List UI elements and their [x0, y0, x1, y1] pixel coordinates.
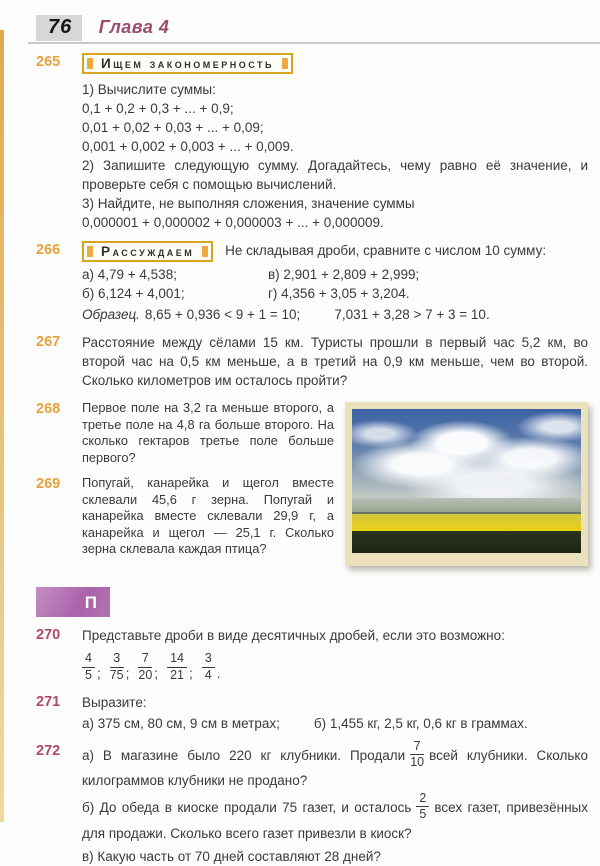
badge-accent-icon: [202, 246, 208, 257]
sample-line: [82, 305, 588, 324]
problem-271: [36, 693, 588, 733]
sample-expression: 8,65 + 0,936 < 9 + 1 = 10;: [144, 307, 301, 322]
problem-270-number: 270: [36, 627, 61, 643]
problem-272: [36, 739, 588, 866]
method-badge-265: [82, 53, 293, 74]
fraction: $\frac{7}{10}$: [410, 739, 425, 770]
task-paragraph: 2) Запишите следующую сумму. Догадайтесь, чему равно её значение, и проверьте себя с помощью вычислений.: [82, 158, 588, 192]
sub-item-b: б) До обеда в киоске продали 75 газет, и осталось $\frac{2}{5}$ всех газет, привезённых для продажи. Сколько всего газет привезли в киоск?: [82, 791, 588, 841]
photo-dark-foreground: [352, 531, 581, 553]
fraction: $\frac{4}{5}$: [82, 652, 95, 681]
fraction-separator: .: [216, 665, 221, 681]
page-content: [0, 53, 600, 572]
sub-items-grid: [82, 265, 588, 303]
problems-268-269-section: [36, 400, 588, 572]
problem-272-number: 272: [36, 743, 61, 759]
problem-271-number: 271: [36, 694, 61, 710]
badge-accent-icon: [87, 58, 93, 69]
sum-line: 0,001 + 0,002 + 0,003 + ... + 0,009.: [82, 139, 294, 154]
photo-clouds: [352, 409, 581, 498]
task-line: 3) Найдите, не выполняя сложения, значение суммы: [82, 196, 415, 211]
sub-item-v: в) 2,901 + 2,809 + 2,999;: [268, 267, 420, 282]
problem-265-number: 265: [36, 54, 61, 70]
problem-267-number: 267: [36, 334, 61, 350]
section-badge-p: [36, 587, 110, 617]
sub-item-a: а) 4,79 + 4,538;: [82, 267, 177, 282]
problem-265: [36, 53, 588, 232]
problem-266-number: 266: [36, 242, 61, 258]
fraction: $\frac{14}{21}$: [167, 652, 187, 681]
sub-item-a: а) 375 см, 80 см, 9 см в метрах;: [82, 716, 280, 731]
field-landscape-photo: [352, 409, 581, 553]
badge-row: [82, 53, 588, 74]
badge-accent-icon: [87, 246, 93, 257]
page-number: 76: [48, 16, 73, 38]
page-header: [0, 0, 600, 44]
header-rule: [28, 42, 600, 44]
chapter-title: Глава 4: [98, 17, 170, 37]
sample-expression: 7,031 + 3,28 > 7 + 3 = 10.: [334, 307, 490, 322]
fraction-separator: ;: [188, 665, 193, 681]
fraction: $\frac{7}{20}$: [138, 651, 153, 682]
photo-yellow-field-band: [352, 514, 581, 531]
fraction-separator: ;: [154, 665, 159, 681]
problem-269-number: 269: [36, 476, 61, 492]
sub-item-b: б) 1,455 кг, 2,5 кг, 0,6 кг в граммах.: [313, 716, 528, 731]
badge-label: Рассуждаем: [101, 244, 195, 259]
fraction-separator: ;: [96, 665, 101, 681]
task-intro: Выразите:: [82, 695, 147, 710]
section-badge-label: П: [84, 592, 97, 612]
sum-line: 0,1 + 0,2 + 0,3 + ... + 0,9;: [82, 101, 234, 116]
problem-268-number: 268: [36, 401, 61, 417]
problem-270: [36, 626, 588, 684]
task-paragraph: Первое поле на 3,2 га меньше второго, а третье поле на 4,8 га больше второго. На сколько гектаров третье поле больше первого?: [82, 400, 334, 465]
sum-line: 0,01 + 0,02 + 0,03 + ... + 0,09;: [82, 120, 264, 135]
field-photo-frame: [345, 402, 588, 566]
task-paragraph: Расстояние между сёлами 15 км. Туристы прошли в первый час 5,2 км, во второй час на 0,5 км меньше, а в третий на 0,9 км меньше, чем во второй. Сколько километров им осталось пройти?: [82, 335, 588, 388]
problem-266: [36, 241, 588, 324]
photo-horizon-band: [352, 498, 581, 514]
problem-267: [36, 333, 588, 390]
sub-items-row: [82, 714, 588, 733]
fraction: $\frac{3}{4}$: [202, 652, 215, 681]
fraction: $\frac{3}{75}$: [109, 651, 124, 682]
badge-intro-line: [82, 241, 588, 262]
task-intro: Представьте дроби в виде десятичных дробей, если это возможно:: [82, 628, 505, 643]
sub-item-a: а) В магазине было 220 кг клубники. Продали $\frac{7}{10}$ всей клубники. Сколько килограммов клубники не продано?: [82, 739, 588, 789]
sample-label: Образец.: [82, 307, 140, 322]
sub-item-v: в) Какую часть от 70 дней составляют 28 дней?: [82, 848, 381, 864]
method-badge-266: [82, 241, 213, 262]
page-number-box: [36, 15, 82, 41]
fractions-row: [82, 650, 588, 684]
sub-item-g: г) 4,356 + 3,05 + 3,204.: [268, 286, 410, 301]
page-content-lower: [0, 626, 600, 866]
sub-item-b: б) 6,124 + 4,001;: [82, 286, 185, 301]
task-line: 1) Вычислите суммы:: [82, 82, 216, 97]
page-edge-stripe: [0, 30, 4, 822]
badge-accent-icon: [282, 58, 288, 69]
fraction-separator: ;: [125, 665, 130, 681]
sum-line: 0,000001 + 0,000002 + 0,000003 + ... + 0,000009.: [82, 215, 384, 230]
task-intro: Не складывая дроби, сравните с числом 10 сумму:: [225, 243, 547, 259]
task-paragraph: Попугай, канарейка и щегол вместе склевали 45,6 г зерна. Попугай и канарейка вместе склевали 29,9 г, а канарейка и щегол — 25,1 г. Сколько зерна склевала каждая птица?: [82, 475, 334, 556]
photo-sky: [352, 409, 581, 498]
fraction: $\frac{2}{5}$: [416, 792, 429, 821]
badge-label: Ищем закономерность: [101, 56, 275, 71]
